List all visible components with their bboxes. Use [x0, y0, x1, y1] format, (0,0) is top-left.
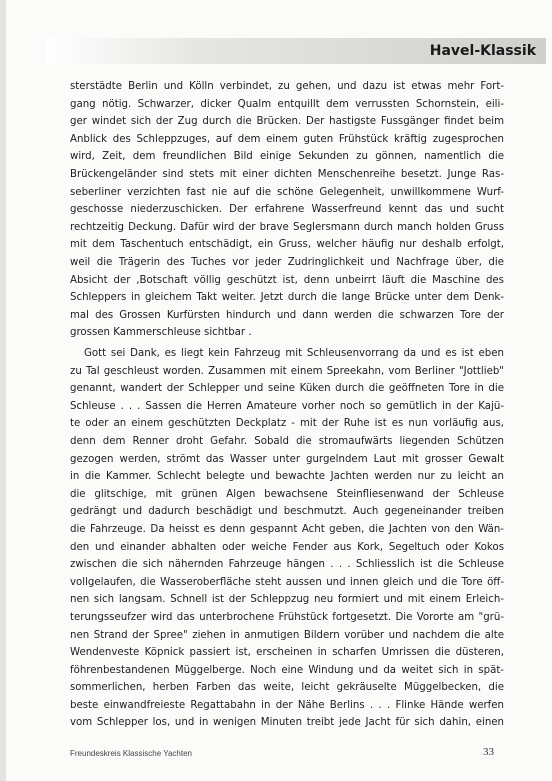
text-line: Brückengeländer sind stets mit einer dichten Menschenreihe besetzt. Junge Ras-	[70, 168, 504, 180]
text-line: beste einwandfreieste Regattabahn in der Nähe Berlins . . . Flinke Hände werfen	[70, 699, 504, 711]
text-line: genannt, wandert der Schlepper und seine Küken durch die geöffneten Tore in die	[70, 383, 504, 395]
text-line: Wendenveste Köpnick passiert ist, erscheinen in scharfen Umrissen die düsteren,	[70, 647, 504, 659]
text-line: die glitschige, mit grünen Algen bewachsene Steinfliesenwand der Schleuse	[70, 488, 504, 500]
text-line: sterstädte Berlin und Kölln verbindet, zu gehen, und dazu ist etwas mehr Fort-	[70, 81, 504, 92]
text-line: mit dem Taschentuch entschädigt, ein Gruss, welcher häufig nur deshalb erfolgt,	[70, 239, 504, 251]
text-line: gang nötig. Schwarzer, dicker Qualm entquillt dem verrussten Schornstein, eili-	[70, 98, 504, 110]
text-line: föhrenbestandenen Müggelberge. Noch eine Windung und da weitet sich in spät-	[70, 664, 504, 676]
text-line: wird, Zeit, dem freundlichen Bild einige Sekunden zu gönnen, namentlich die	[70, 151, 504, 163]
text-line: Gott sei Dank, es liegt kein Fahrzeug mit Schleusenvorrang da und es ist eben	[84, 348, 504, 359]
text-line: sommerlichen, herben Farben das weite, leicht gekräuselte Müggelbecken, die	[70, 682, 504, 694]
text-line: den und einander abhalten oder weiche Fender aus Kork, Segeltuch oder Kokos	[70, 541, 504, 553]
text-line: Absicht der ‚Botschaft völlig geschützt ist, denn unbeirrt läuft die Maschine des	[70, 274, 504, 286]
text-line: mal des Grossen Kurfürsten hindurch und dann werden die schwarzen Tore der	[70, 309, 504, 321]
text-line: grossen Kammerschleuse sichtbar .	[70, 327, 252, 339]
text-line: die Fahrzeuge. Da heisst es denn gespannt Acht geben, die Jachten von den Wän-	[70, 523, 504, 535]
text-line: gezogen werden, strömt das Wasser unter gurgelndem Laut mit grosser Gewalt	[70, 453, 504, 465]
text-line: rechtzeitig Deckung. Dafür wird der brave Seglersmann durch manch holden Gruss	[70, 221, 504, 233]
text-line: in die Kammer. Schlecht belegte und bewachte Jachten werden nur zu leicht an	[70, 471, 504, 483]
text-line: geschosse niederzuschicken. Der erfahrene Wasserfreund kennt das und sucht	[70, 204, 504, 216]
text-line: zwischen die sich nähernden Fahrzeuge hängen . . . Schliesslich ist die Schleuse	[70, 559, 504, 571]
text-line: seberliner verzichten fast nie auf die schöne Gelegenheit, unwillkommene Wurf-	[70, 186, 504, 198]
page-number: 33	[483, 746, 494, 758]
text-line: vollgelaufen, die Wasseroberfläche steht aussen und innen gleich und die Tore öff-	[70, 576, 504, 588]
paragraph-1	[70, 78, 504, 342]
section-title: Havel-Klassik	[429, 43, 536, 59]
text-line: vom Schlepper los, und in wenigen Minuten treibt jede Jacht für sich dahin, einen	[70, 717, 504, 729]
text-line: Anblick des Schleppzuges, auf dem einem guten Frühstück kräftig zugesprochen	[70, 133, 504, 145]
text-line: gedrängt und dadurch beschädigt und beschmutzt. Auch gegeneinander treiben	[70, 506, 504, 518]
paragraph-2	[70, 345, 504, 732]
text-line: Schleppers in gleichem Takt weiter. Jetzt durch die lange Brücke unter dem Denk-	[70, 292, 504, 304]
text-line: zu Tal geschleust worden. Zusammen mit einem Spreekahn, vom Berliner "Jottlieb"	[70, 365, 504, 377]
text-line: Schleuse . . . Sassen die Herren Amateure vorher noch so gemütlich in der Kajü-	[70, 400, 504, 412]
text-line: weil die Trägerin des Tuches vor jeder Zudringlichkeit und Nachfrage über, die	[70, 256, 504, 268]
footer-publisher: Freundeskreis Klassische Yachten	[70, 749, 192, 758]
text-line: nen sich langsam. Schnell ist der Schleppzug neu formiert und mit einem Erleich-	[70, 594, 504, 606]
text-line: te oder an einem geschützten Deckplatz - mit der Ruhe ist es nun vorläufig aus,	[70, 418, 504, 430]
text-line: nen Strand der Spree" ziehen in anmutigen Bildern vorüber und nachdem die alte	[70, 629, 504, 641]
text-line: terungsseufzer wird das unterbrochene Frühstück fortgesetzt. Die Vororte am "grü-	[70, 611, 504, 623]
text-line: ger windet sich der Zug durch die Brücken. Der hastigste Fussgänger findet beim	[70, 116, 504, 128]
text-line: denn dem Renner droht Gefahr. Sobald die stromaufwärts liegenden Schützen	[70, 435, 504, 447]
